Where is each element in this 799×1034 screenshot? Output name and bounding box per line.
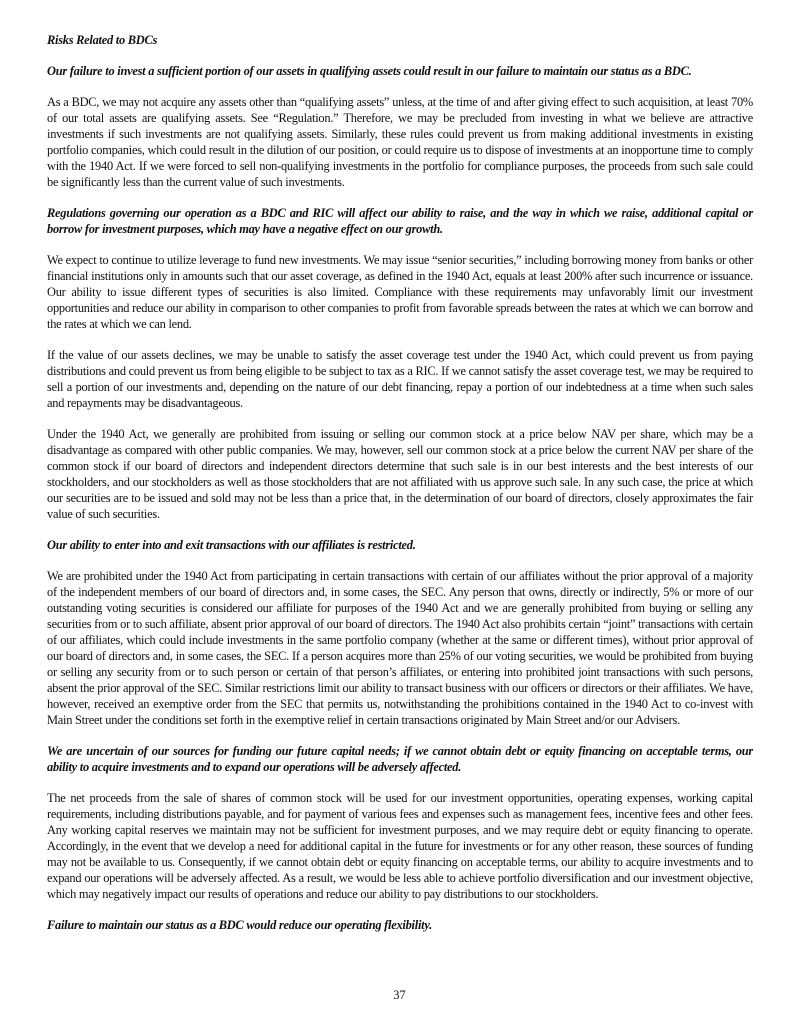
document-page bbox=[47, 32, 753, 948]
risk-heading-regulations: Regulations governing our operation as a BDC and RIC will affect our ability to raise, and the way in which we raise, additional capital or borrow for investment purposes, which may have a negative effect on our growth. bbox=[47, 206, 753, 236]
page-number: 37 bbox=[393, 988, 406, 1002]
paragraph-nav-pricing: Under the 1940 Act, we generally are prohibited from issuing or selling our common stock at a price below NAV per share, which may be a disadvantage as compared with other public companies. We may, however, sell our common stock at a price below the current NAV per share of the common stock if our board of directors and independent directors determine that such sale is in our best interests and the best interests of our stockholders, and our stockholders as well as those stockholders that are not affiliated with us approve such sale. In any such case, the price at which our securities are to be issued and sold may not be less than a price that, in the determination of our board of directors, closely approximates the fair value of such securities. bbox=[47, 427, 753, 521]
paragraph-funding: The net proceeds from the sale of shares of common stock will be used for our investment opportunities, operating expenses, working capital requirements, including distributions payable, and for payment of various fees and expenses such as management fees, incentive fees and other fees. Any working capital reserves we maintain may not be sufficient for investment purposes, and we may require debt or equity financing to operate. Accordingly, in the event that we develop a need for additional capital in the future for investments or for any other reason, these sources of funding may not be available to us. Consequently, if we cannot obtain debt or equity financing on acceptable terms, our ability to acquire investments and to expand our operations will be adversely affected. As a result, we would be less able to achieve portfolio diversification and our investment objective, which may negatively impact our results of operations and reduce our ability to pay distributions to our stockholders. bbox=[47, 791, 753, 901]
risk-heading-bdc-status: Failure to maintain our status as a BDC would reduce our operating flexibility. bbox=[47, 918, 432, 932]
section-title: Risks Related to BDCs bbox=[47, 33, 158, 47]
risk-heading-funding: We are uncertain of our sources for funding our future capital needs; if we cannot obtain debt or equity financing on acceptable terms, our ability to acquire investments and to expand our operations will be adversely affected. bbox=[47, 744, 753, 774]
paragraph-affiliates: We are prohibited under the 1940 Act from participating in certain transactions with certain of our affiliates without the prior approval of a majority of the independent members of our board of directors and, in some cases, the SEC. Any person that owns, directly or indirectly, 5% or more of our outstanding voting securities is considered our affiliate for purposes of the 1940 Act and we are generally prohibited from buying or selling any securities from or to such affiliate, absent prior approval of our board of directors. The 1940 Act also prohibits certain “joint” transactions with certain of our affiliates, which could include investments in the same portfolio company (whether at the same or different times), without prior approval of our board of directors and, in some cases, the SEC. If a person acquires more than 25% of our voting securities, we would be prohibited from buying or selling any security from or to such person or certain of that person’s affiliates, or entering into prohibited joint transactions with such persons, absent the prior approval of the SEC. Similar restrictions limit our ability to transact business with our officers or directors or their affiliates. We have, however, received an exemptive order from the SEC that permits us, notwithstanding the prohibitions contained in the 1940 Act to co-invest with Main Street under the conditions set forth in the exemptive relief in certain transactions originated by Main Street and/or our Advisers. bbox=[47, 569, 753, 727]
risk-heading-affiliates: Our ability to enter into and exit transactions with our affiliates is restricted. bbox=[47, 538, 416, 552]
paragraph-leverage: We expect to continue to utilize leverage to fund new investments. We may issue “senior securities,” including borrowing money from banks or other financial institutions only in amounts such that our asset coverage, as defined in the 1940 Act, equals at least 200% after such incurrence or issuance. Our ability to issue different types of securities is also limited. Compliance with these requirements may unfavorably limit our investment opportunities and reduce our ability in comparison to other companies to profit from favorable spreads between the rates at which we can borrow and the rates at which we can lend. bbox=[47, 253, 753, 331]
paragraph-asset-coverage: If the value of our assets declines, we may be unable to satisfy the asset coverage test under the 1940 Act, which could prevent us from paying distributions and could prevent us from being eligible to be subject to tax as a RIC. If we cannot satisfy the asset coverage test, we may be required to sell a portion of our investments and, depending on the nature of our debt financing, repay a portion of our indebtedness at a time when such sales and repayments may be disadvantageous. bbox=[47, 348, 753, 410]
paragraph-qualifying-assets: As a BDC, we may not acquire any assets other than “qualifying assets” unless, at the time of and after giving effect to such acquisition, at least 70% of our total assets are qualifying assets. See “Regulation.” Therefore, we may be precluded from investing in what we believe are attractive investments if such investments are not qualifying assets. Similarly, these rules could prevent us from making additional investments in existing portfolio companies, which could result in the dilution of our position, or could require us to dispose of investments at an inopportune time to comply with the 1940 Act. If we were forced to sell non-qualifying investments in the portfolio for compliance purposes, the proceeds from such sale could be significantly less than the current value of such investments. bbox=[47, 95, 753, 189]
risk-heading-qualifying-assets: Our failure to invest a sufficient portion of our assets in qualifying assets could result in our failure to maintain our status as a BDC. bbox=[47, 64, 692, 78]
